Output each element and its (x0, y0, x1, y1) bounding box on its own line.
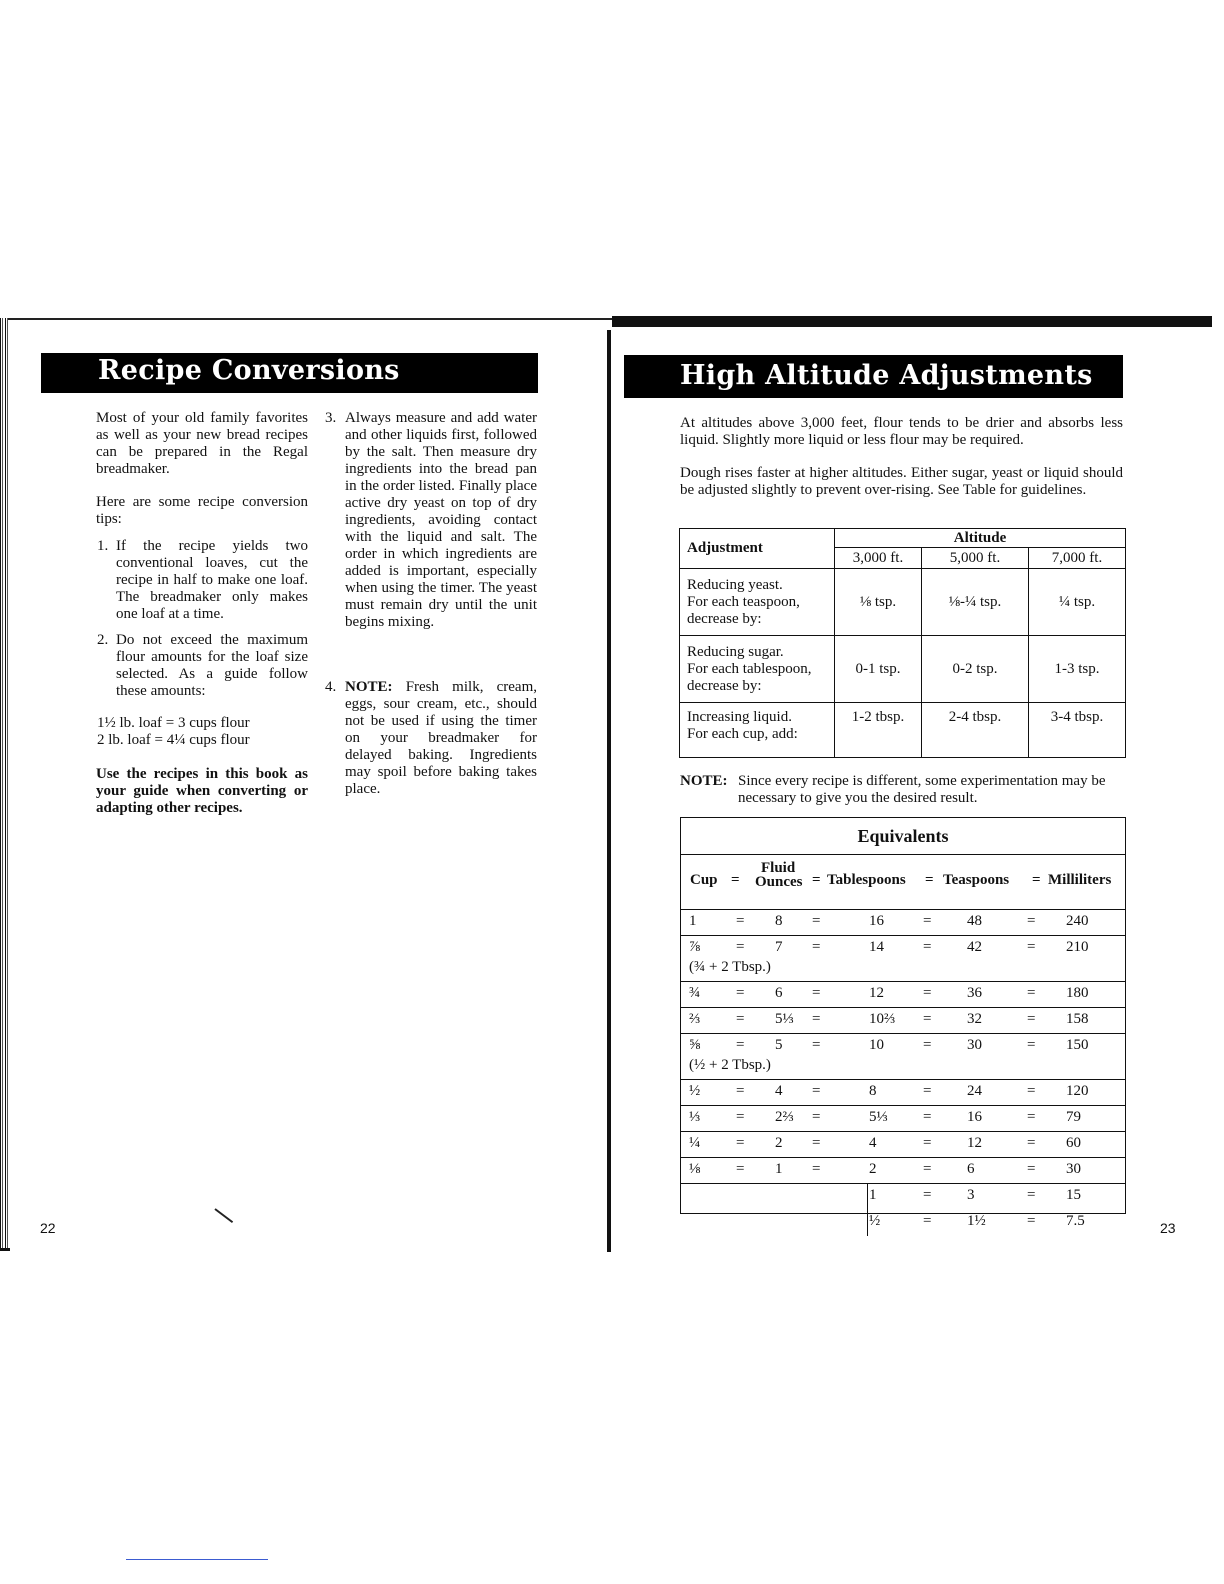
page-edge-left (0, 318, 8, 1250)
pen-mark (214, 1208, 233, 1223)
equals-sign: = (1027, 1011, 1036, 1027)
page-edge-foot (0, 1248, 10, 1251)
ounces-cell: 1 (775, 1161, 783, 1177)
desc-line: For each teaspoon, (687, 593, 800, 610)
altitude-column-header: 3,000 ft. (835, 548, 922, 569)
tablespoons-cell: 12 (869, 985, 884, 1001)
tablespoons-cell: 16 (869, 913, 884, 929)
tablespoons-cell: 5⅓ (869, 1109, 888, 1125)
tip-text (345, 679, 537, 798)
note (680, 773, 1124, 806)
tablespoons-cell: 10 (869, 1037, 884, 1053)
header-fluid: Fluid (761, 860, 796, 876)
teaspoons-cell: 36 (967, 985, 982, 1001)
table-cell: 2-4 tbsp. (922, 703, 1029, 758)
cup-cell: 1 (689, 913, 697, 929)
tablespoons-cell: 1 (869, 1187, 877, 1203)
page-number-right: 23 (1160, 1220, 1176, 1236)
loaf-amount-1: 1½ lb. loaf = 3 cups flour (97, 715, 250, 731)
ounces-cell: 5 (775, 1037, 783, 1053)
equals-sign: = (736, 985, 745, 1001)
note-label: NOTE: (345, 679, 393, 695)
tablespoons-cell: 2 (869, 1161, 877, 1177)
equals-sign: = (736, 1083, 745, 1099)
header-cup: Cup (690, 872, 718, 888)
milliliters-cell: 180 (1066, 985, 1089, 1001)
equals-sign: = (1027, 1083, 1036, 1099)
teaspoons-cell: 30 (967, 1037, 982, 1053)
cup-cell: ⅔ (689, 1011, 701, 1027)
desc-line: Reducing sugar. (687, 643, 784, 660)
desc-line: For each cup, add: (687, 726, 798, 742)
equals-sign: = (812, 913, 821, 929)
teaspoons-cell: 16 (967, 1109, 982, 1125)
table-row (681, 982, 1125, 1008)
recipe-conversions-title: Recipe Conversions (41, 353, 538, 393)
page-spine (607, 330, 611, 1252)
equals-sign: = (736, 1011, 745, 1027)
tip-note-text: Fresh milk, cream, eggs, sour cream, etc., should not be used if using the timer on your breadmaker for delayed baking. Ingredients may spoil before baking takes place. (345, 679, 537, 797)
equals-sign: = (1027, 1037, 1036, 1053)
header-ounces: Ounces (755, 874, 803, 890)
table-row (681, 1008, 1125, 1034)
desc-line: Increasing liquid. (687, 709, 792, 725)
milliliters-cell: 158 (1066, 1011, 1089, 1027)
equals-sign: = (812, 1037, 821, 1053)
equals-sign: = (736, 913, 745, 929)
table-row (681, 1106, 1125, 1132)
teaspoons-cell: 24 (967, 1083, 982, 1099)
milliliters-cell: 7.5 (1066, 1213, 1085, 1229)
table-cell: 0-1 tsp. (835, 636, 922, 703)
page-number-left: 22 (40, 1220, 56, 1236)
table-cell: 3-4 tbsp. (1029, 703, 1126, 758)
table-row (680, 636, 1126, 703)
teaspoons-cell: 1½ (967, 1213, 986, 1229)
equals-sign: = (923, 1161, 932, 1177)
equals-sign: = (1027, 1109, 1036, 1125)
table-row (681, 1132, 1125, 1158)
cup-breakdown: (½ + 2 Tbsp.) (689, 1057, 771, 1073)
header-teaspoons: Teaspoons (943, 872, 1010, 888)
equals-sign: = (1027, 985, 1036, 1001)
teaspoons-cell: 48 (967, 913, 982, 929)
cup-cell: ⅓ (689, 1109, 701, 1125)
milliliters-cell: 240 (1066, 913, 1089, 929)
table-row (681, 1184, 1125, 1210)
header-milliliters: Milliliters (1048, 872, 1112, 888)
equals-sign: = (1027, 939, 1036, 955)
header-eq: = (925, 872, 934, 888)
equals-sign: = (923, 1011, 932, 1027)
equals-sign: = (923, 913, 932, 929)
tip-number: 2. (97, 632, 109, 648)
table-row (681, 1158, 1125, 1184)
guide-note: Use the recipes in this book as your guide when converting or adapting other recipes. (96, 766, 308, 816)
tip-text: Do not exceed the maximum flour amounts for the loaf size selected. As a guide follow these amounts: (116, 632, 308, 699)
tip-text: If the recipe yields two conventional loaves, cut the recipe in half to make one loaf. The breadmaker only makes one loaf at a time. (116, 538, 308, 622)
cup-cell: ¾ (689, 985, 701, 1001)
desc-line: Reducing yeast. (687, 576, 783, 593)
table-row (681, 1210, 1125, 1236)
blank-cell (681, 1210, 868, 1236)
loaf-amount-2: 2 lb. loaf = 4¼ cups flour (97, 732, 250, 748)
tablespoons-cell: 14 (869, 939, 884, 955)
table-cell: ⅛-¼ tsp. (922, 569, 1029, 636)
teaspoons-cell: 6 (967, 1161, 975, 1177)
tips-intro: Here are some recipe conversion tips: (96, 494, 308, 527)
altitude-table (679, 528, 1126, 758)
teaspoons-cell: 32 (967, 1011, 982, 1027)
table-cell: 0-2 tsp. (922, 636, 1029, 703)
equals-sign: = (812, 1135, 821, 1151)
tablespoons-cell: ½ (869, 1213, 881, 1229)
adjustment-description (680, 703, 835, 758)
note-label: NOTE: (680, 773, 728, 789)
equals-sign: = (923, 1083, 932, 1099)
altitude-header: Altitude (835, 529, 1126, 548)
ounces-cell: 4 (775, 1083, 783, 1099)
equals-sign: = (923, 1187, 932, 1203)
ounces-cell: 2⅔ (775, 1109, 794, 1125)
teaspoons-cell: 3 (967, 1187, 975, 1203)
table-row (680, 703, 1126, 758)
equals-sign: = (923, 1037, 932, 1053)
table-cell: ⅛ tsp. (835, 569, 922, 636)
equals-sign: = (923, 985, 932, 1001)
altitude-column-header: 5,000 ft. (922, 548, 1029, 569)
cup-breakdown: (¾ + 2 Tbsp.) (689, 959, 771, 975)
header-tablespoons: Tablespoons (827, 872, 906, 888)
milliliters-cell: 120 (1066, 1083, 1089, 1099)
equals-sign: = (923, 1109, 932, 1125)
equals-sign: = (1027, 913, 1036, 929)
blank-cell (681, 1184, 868, 1210)
high-altitude-title: High Altitude Adjustments (624, 355, 1123, 398)
equals-sign: = (736, 939, 745, 955)
equals-sign: = (1027, 1161, 1036, 1177)
ounces-cell: 5⅓ (775, 1011, 794, 1027)
altitude-paragraph-1: At altitudes above 3,000 feet, flour tends to be drier and absorbs less liquid. Slightly more liquid or less flour may be required. (680, 415, 1123, 448)
tip-number: 3. (325, 410, 337, 426)
cup-cell: ½ (689, 1083, 701, 1099)
table-row (681, 1034, 1125, 1080)
adjustment-description (680, 636, 835, 703)
equals-sign: = (736, 1135, 745, 1151)
cup-cell: ⅞ (689, 939, 701, 955)
bottom-underline (126, 1559, 268, 1560)
desc-line: decrease by: (687, 610, 762, 627)
teaspoons-cell: 42 (967, 939, 982, 955)
table-cell: ¼ tsp. (1029, 569, 1126, 636)
equals-sign: = (923, 1213, 932, 1229)
header-eq: = (1032, 872, 1041, 888)
table-row (681, 936, 1125, 982)
cup-cell: ¼ (689, 1135, 701, 1151)
equals-sign: = (923, 1135, 932, 1151)
equals-sign: = (736, 1161, 745, 1177)
tablespoons-cell: 10⅔ (869, 1011, 896, 1027)
ounces-cell: 2 (775, 1135, 783, 1151)
equals-sign: = (1027, 1187, 1036, 1203)
header-eq: = (812, 872, 821, 888)
altitude-column-header: 7,000 ft. (1029, 548, 1126, 569)
equals-sign: = (812, 939, 821, 955)
tip-number: 1. (97, 538, 109, 554)
adjustment-description (680, 569, 835, 636)
table-cell: 1-2 tbsp. (835, 703, 922, 758)
adjustment-header: Adjustment (680, 529, 835, 569)
tip-number: 4. (325, 679, 337, 695)
ounces-cell: 8 (775, 913, 783, 929)
equals-sign: = (812, 1011, 821, 1027)
equals-sign: = (736, 1037, 745, 1053)
teaspoons-cell: 12 (967, 1135, 982, 1151)
desc-line: decrease by: (687, 677, 762, 694)
equals-sign: = (812, 985, 821, 1001)
cup-cell: ⅝ (689, 1037, 701, 1053)
table-row (680, 569, 1126, 636)
table-row (681, 1080, 1125, 1106)
tablespoons-cell: 8 (869, 1083, 877, 1099)
milliliters-cell: 210 (1066, 939, 1089, 955)
desc-line: For each tablespoon, (687, 660, 812, 677)
equals-sign: = (923, 939, 932, 955)
tablespoons-cell: 4 (869, 1135, 877, 1151)
table-cell: 1-3 tsp. (1029, 636, 1126, 703)
ounces-cell: 6 (775, 985, 783, 1001)
equivalents-title: Equivalents (681, 818, 1125, 855)
equals-sign: = (736, 1109, 745, 1125)
equals-sign: = (812, 1109, 821, 1125)
tip-text: Always measure and add water and other liquids first, followed by the salt. Then measure dry ingredients into the bread pan in the order listed. Finally place active dry yeast on top of dry ingredients, avoiding contact with the liquid and salt. The order in which ingredients are added is important, especially when using the timer. The yeast must remain dry until the unit begins mixing. (345, 410, 537, 630)
milliliters-cell: 15 (1066, 1187, 1081, 1203)
header-eq: = (731, 872, 740, 888)
top-rule-left (0, 318, 612, 320)
equals-sign: = (1027, 1135, 1036, 1151)
top-rule-right (612, 316, 1212, 327)
equals-sign: = (1027, 1213, 1036, 1229)
note-text: Since every recipe is different, some experimentation may be necessary to give you the desired result. (738, 773, 1106, 806)
ounces-cell: 7 (775, 939, 783, 955)
milliliters-cell: 79 (1066, 1109, 1081, 1125)
milliliters-cell: 30 (1066, 1161, 1081, 1177)
equivalents-table (680, 817, 1126, 1229)
milliliters-cell: 60 (1066, 1135, 1081, 1151)
table-row (681, 910, 1125, 936)
cup-cell: ⅛ (689, 1161, 701, 1177)
equals-sign: = (812, 1161, 821, 1177)
altitude-paragraph-2: Dough rises faster at higher altitudes. Either sugar, yeast or liquid should be adjusted slightly to prevent over-rising. See Table for guidelines. (680, 465, 1123, 498)
milliliters-cell: 150 (1066, 1037, 1089, 1053)
equals-sign: = (812, 1083, 821, 1099)
equivalents-header-row (681, 855, 1125, 910)
intro-paragraph: Most of your old family favorites as well as your new bread recipes can be prepared in the Regal breadmaker. (96, 410, 308, 477)
